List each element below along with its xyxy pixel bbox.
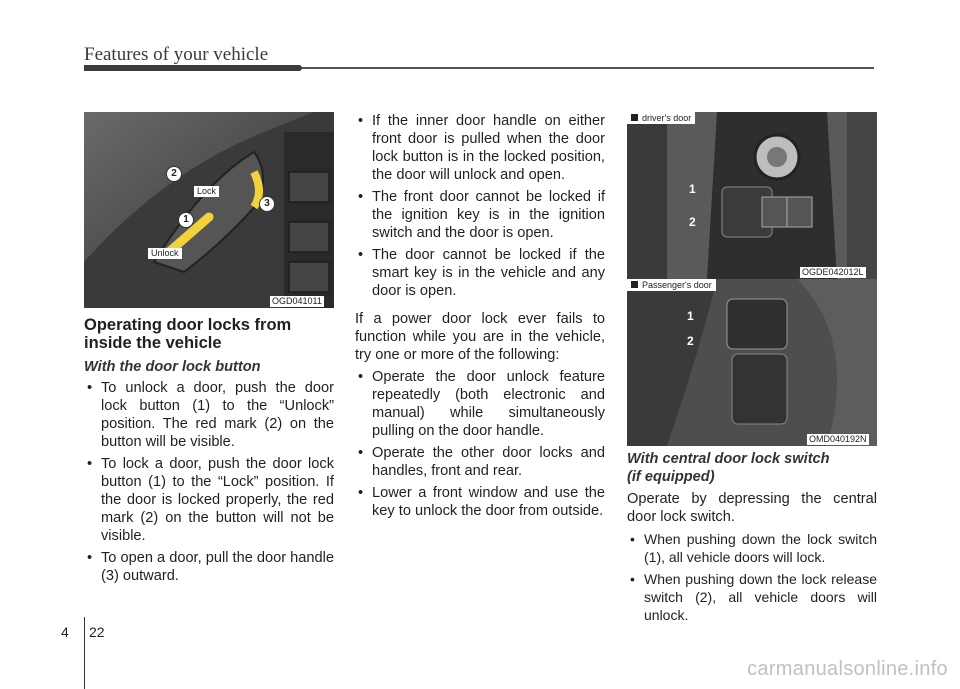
square-icon [631,114,638,121]
list-item: • To lock a door, push the door lock button (1) to the “Lock” position. If the door is locked properly, the red mark (2) on the button will not be visible. [84,455,334,545]
drivers-door-label: driver's door [642,113,692,123]
door-lock-button-photo [84,112,334,308]
list-item: • Lower a front window and use the key to unlock the door from outside. [355,484,605,520]
column-left [84,316,334,589]
callout-2: 2 [687,334,694,348]
footer-divider [84,617,85,689]
drivers-switch-illustration [627,112,877,279]
callout-1: 1 [689,182,696,196]
page-number: 22 [89,624,105,640]
list-item: • If the inner door handle on either front door is pulled when the door lock button is in the locked position, the door will unlock and open. [355,112,605,184]
watermark: carmanualsonline.info [747,658,948,680]
callout-2: 2 [166,166,182,182]
passengers-door-label: Passenger's door [642,280,712,290]
passengers-door-switch-photo [627,279,877,446]
list-item: • The door cannot be locked if the smart key is in the vehicle and any door is open. [355,246,605,300]
passengers-switch-illustration [627,279,877,446]
chapter-number: 4 [61,624,69,640]
list-item: • When pushing down the lock switch (1), all vehicle doors will lock. [627,530,877,566]
callout-1: 1 [687,309,694,323]
paragraph: Operate by depressing the central door lock switch. [627,491,877,525]
lock-label: Lock [194,186,219,197]
header-title: Features of your vehicle [84,44,269,65]
callout-3: 3 [259,196,275,212]
figure-code: OGDE042012L [802,267,864,277]
list-item: • Operate the other door locks and handles, front and rear. [355,444,605,480]
drivers-door-tag [627,112,695,124]
subheading: With the door lock button [84,359,261,375]
column-right [627,450,877,628]
figure-code: OMD040192N [809,434,867,444]
list-item: • The front door cannot be locked if the ignition key is in the ignition switch and the door is open. [355,188,605,242]
bullet-list [355,368,605,520]
list-item: • Operate the door unlock feature repeatedly (both electronic and manual) while simultaneously pulling on the door handle. [355,368,605,440]
section-title: Operating door locks from inside the vehicle [84,316,292,352]
bullet-list [84,379,334,585]
list-item: • To unlock a door, push the door lock button (1) to the “Unlock” position. The red mark (2) on the button will be visible. [84,379,334,451]
figure-code: OGD041011 [272,296,322,306]
square-icon [631,281,638,288]
column-middle [355,112,605,524]
drivers-door-switch-photo [627,112,877,279]
subheading-line-2: (if equipped) [627,469,715,485]
callout-1: 1 [178,212,194,228]
subheading [627,450,877,486]
bullet-list [627,530,877,624]
passengers-door-tag [627,279,716,291]
list-item: • When pushing down the lock release switch (2), all vehicle doors will unlock. [627,570,877,624]
door-handle-illustration [84,112,334,308]
callout-2: 2 [689,215,696,229]
subheading-line-1: With central door lock switch [627,451,830,467]
list-item: • To open a door, pull the door handle (3) outward. [84,549,334,585]
bullet-list [355,112,605,300]
paragraph: If a power door lock ever fails to function while you are in the vehicle, try one or more of the following: [355,311,605,363]
header-rule-accent [84,65,302,71]
unlock-label: Unlock [148,248,182,259]
